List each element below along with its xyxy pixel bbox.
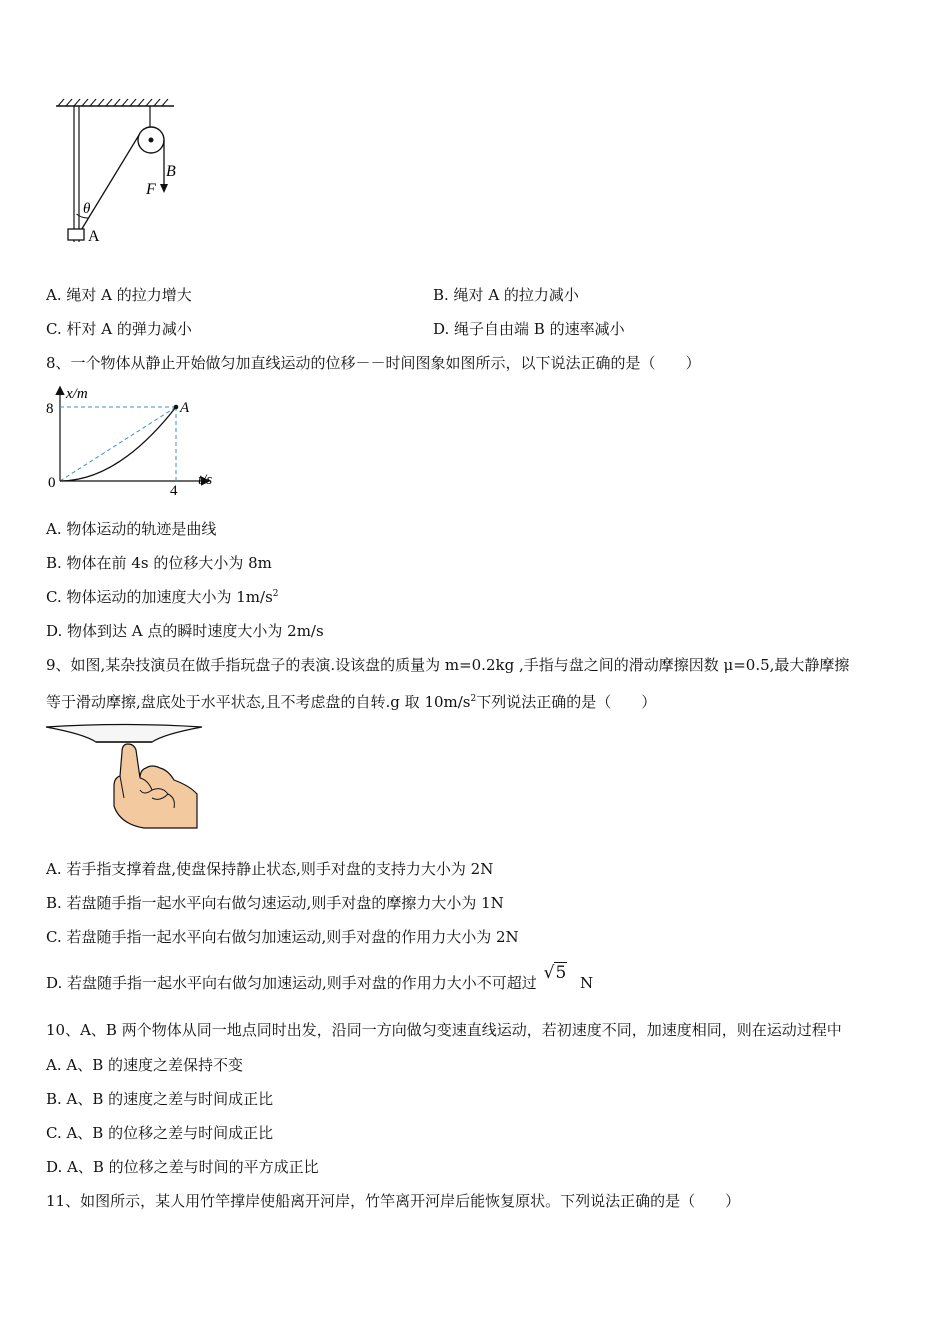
q7-option-c: C. 杆对 A 的弹力减小 — [46, 320, 192, 338]
q9-option-d-unit: N — [580, 974, 594, 992]
graph-point-a-label: A — [180, 400, 190, 416]
force-f-label: F — [146, 181, 156, 198]
q9-stem-line1: 9、如图,某杂技演员在做手指玩盘子的表演.设该盘的质量为 m=0.2kg ,手指与盘之间的滑动摩擦因数 μ=0.5,最大静摩擦 — [46, 656, 850, 674]
graph-y-tick: 8 — [46, 401, 54, 417]
q9-option-d: D. 若盘随手指一起水平向右做匀加速运动,则手对盘的作用力大小不可超过 √5 N — [46, 963, 594, 992]
block-a-label: A — [88, 228, 100, 245]
q9-option-b: B. 若盘随手指一起水平向右做匀速运动,则手对盘的摩擦力大小为 1N — [46, 894, 504, 912]
sqrt-radicand: 5 — [555, 963, 567, 983]
q8-option-d: D. 物体到达 A 点的瞬时速度大小为 2m/s — [46, 622, 324, 640]
graph-x-axis-label: t/s — [198, 472, 213, 488]
rope-end-b-label: B — [166, 163, 176, 180]
q8-option-a: A. 物体运动的轨迹是曲线 — [46, 520, 217, 538]
q10-option-c: C. A、B 的位移之差与时间成正比 — [46, 1124, 274, 1142]
q10-option-d: D. A、B 的位移之差与时间的平方成正比 — [46, 1158, 319, 1176]
graph-x-tick: 4 — [170, 483, 178, 499]
q8-option-c-sup: 2 — [272, 589, 279, 599]
pulley-figure — [50, 96, 190, 256]
q10-option-a: A. A、B 的速度之差保持不变 — [46, 1056, 243, 1074]
plate-on-finger-figure — [44, 720, 209, 835]
q11-stem: 11、如图所示，某人用竹竿撑岸使船离开河岸，竹竿离开河岸后能恢复原状。下列说法正确的是（ ） — [46, 1192, 741, 1210]
q10-option-b: B. A、B 的速度之差与时间成正比 — [46, 1090, 274, 1108]
q8-option-c: C. 物体运动的加速度大小为 $1m/s^2$ — [46, 588, 279, 606]
sqrt-symbol: √5 — [543, 963, 567, 983]
q9-option-a: A. 若手指支撑着盘,使盘保持静止状态,则手对盘的支持力大小为 2N — [46, 860, 494, 878]
q9-stem-sup: 2 — [470, 694, 477, 704]
graph-origin: 0 — [48, 475, 56, 491]
q8-option-b: B. 物体在前 4s 的位移大小为 8m — [46, 554, 272, 572]
theta-label: θ — [83, 201, 91, 217]
q9-option-c: C. 若盘随手指一起水平向右做匀加速运动,则手对盘的作用力大小为 2N — [46, 928, 519, 946]
q9-stem-line2: 等于滑动摩擦,盘底处于水平状态,且不考虑盘的自转.g 取 $10m/s^2$下列说法正确的是（ ） — [46, 693, 657, 711]
q7-option-a: A. 绳对 A 的拉力增大 — [46, 286, 192, 304]
xt-graph — [40, 380, 230, 500]
graph-y-axis-label: x/m — [66, 386, 88, 402]
q8-stem: 8、一个物体从静止开始做匀加直线运动的位移－－时间图象如图所示，以下说法正确的是（ ） — [46, 354, 701, 372]
q7-option-d: D. 绳子自由端 B 的速率减小 — [433, 320, 625, 338]
q7-option-b: B. 绳对 A 的拉力减小 — [433, 286, 579, 304]
q10-stem: 10、A、B 两个物体从同一地点同时出发，沿同一方向做匀变速直线运动，若初速度不同，加速度相同，则在运动过程中 — [46, 1021, 842, 1039]
